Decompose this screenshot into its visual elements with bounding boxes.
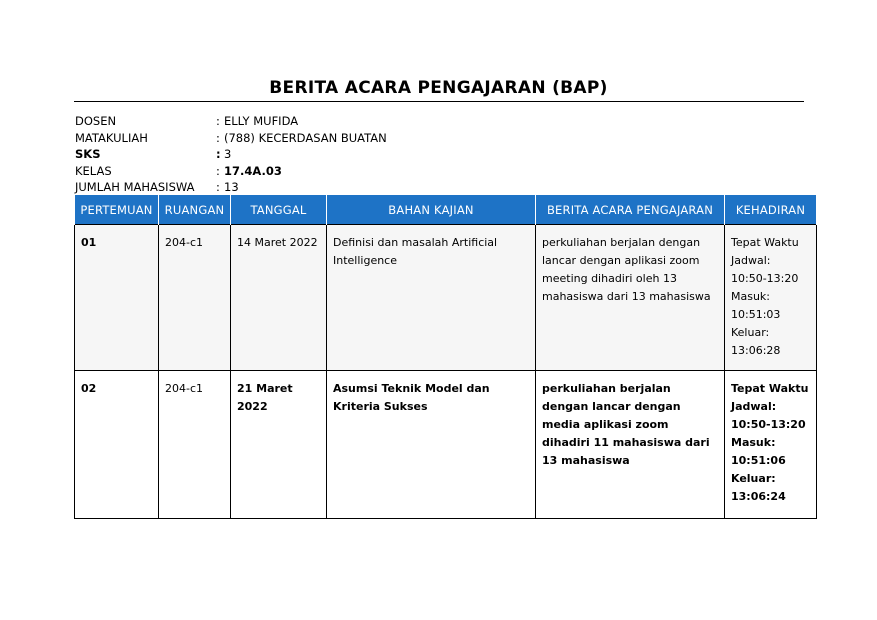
info-row-matakuliah xyxy=(75,130,387,147)
header-pertemuan: PERTEMUAN xyxy=(75,195,159,225)
cell-ruangan: 204-c1 xyxy=(159,371,231,519)
info-label: KELAS xyxy=(75,163,112,178)
cell-pertemuan: 01 xyxy=(75,225,159,371)
info-value: 13 xyxy=(224,180,239,194)
info-value: 17.4A.03 xyxy=(224,163,282,178)
cell-ruangan: 204-c1 xyxy=(159,225,231,371)
header-berita-acara: BERITA ACARA PENGAJARAN xyxy=(536,195,725,225)
kehadiran-status: Tepat Waktu xyxy=(731,382,809,395)
kehadiran-masuk-label: Masuk: xyxy=(731,436,776,449)
kehadiran-keluar-value: 13:06:28 xyxy=(731,344,781,357)
kehadiran-keluar-label: Keluar: xyxy=(731,472,776,485)
info-label: DOSEN xyxy=(75,114,117,128)
info-value: ELLY MUFIDA xyxy=(224,114,299,128)
info-row-sks xyxy=(75,146,387,163)
cell-berita-acara: perkuliahan berjalan dengan lancar dengan media aplikasi zoom dihadiri 11 mahasiswa dari 13 mahasiswa xyxy=(536,371,725,519)
info-separator: : xyxy=(216,180,220,194)
table-row xyxy=(75,371,817,519)
title-divider xyxy=(74,101,804,102)
kehadiran-masuk-label: Masuk: xyxy=(731,290,771,303)
info-value: 3 xyxy=(224,147,232,161)
kehadiran-masuk-value: 10:51:06 xyxy=(731,454,786,467)
document-title: BERITA ACARA PENGAJARAN (BAP) xyxy=(269,78,608,98)
table-header-row xyxy=(75,195,817,225)
kehadiran-jadwal-value: 10:50-13:20 xyxy=(731,418,806,431)
info-row-dosen xyxy=(75,113,387,130)
header-kehadiran: KEHADIRAN xyxy=(725,195,817,225)
kehadiran-keluar-label: Keluar: xyxy=(731,326,770,339)
header-ruangan: RUANGAN xyxy=(159,195,231,225)
header-tanggal: TANGGAL xyxy=(231,195,327,225)
table-row xyxy=(75,225,817,371)
info-separator: : xyxy=(216,163,220,178)
bap-table xyxy=(74,195,817,519)
info-separator: : xyxy=(216,130,220,145)
cell-kehadiran xyxy=(725,225,817,371)
cell-pertemuan: 02 xyxy=(75,371,159,519)
cell-bahan-kajian: Definisi dan masalah Artificial Intelligence xyxy=(327,225,536,371)
cell-bahan-kajian: Asumsi Teknik Model dan Kriteria Sukses xyxy=(327,371,536,519)
kehadiran-keluar-value: 13:06:24 xyxy=(731,490,786,503)
cell-tanggal: 14 Maret 2022 xyxy=(231,225,327,371)
info-label: MATAKULIAH xyxy=(75,130,148,145)
info-separator: : xyxy=(216,147,221,161)
info-label: SKS xyxy=(75,147,101,161)
cell-tanggal: 21 Maret 2022 xyxy=(231,371,327,519)
kehadiran-jadwal-value: 10:50-13:20 xyxy=(731,272,799,285)
course-info xyxy=(75,113,387,196)
kehadiran-jadwal-label: Jadwal: xyxy=(731,254,771,267)
info-row-kelas xyxy=(75,163,387,180)
kehadiran-jadwal-label: Jadwal: xyxy=(731,400,777,413)
info-value: (788) KECERDASAN BUATAN xyxy=(224,130,387,145)
kehadiran-status: Tepat Waktu xyxy=(731,236,799,249)
kehadiran-masuk-value: 10:51:03 xyxy=(731,308,781,321)
cell-berita-acara: perkuliahan berjalan dengan lancar dengan aplikasi zoom meeting dihadiri oleh 13 mahasiswa dari 13 mahasiswa xyxy=(536,225,725,371)
info-label: JUMLAH MAHASISWA xyxy=(75,180,195,194)
header-bahan-kajian: BAHAN KAJIAN xyxy=(327,195,536,225)
info-row-jumlah-mahasiswa xyxy=(75,179,387,196)
cell-kehadiran xyxy=(725,371,817,519)
info-separator: : xyxy=(216,114,220,128)
